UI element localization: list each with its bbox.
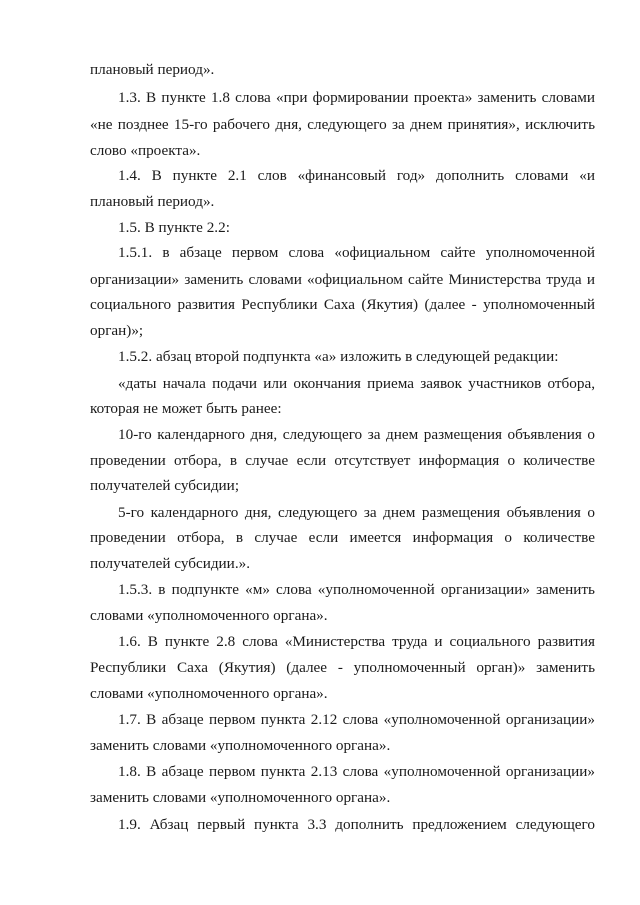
text-line: слово «проекта». bbox=[90, 142, 201, 159]
text-line: 1.9. Абзац первый пункта 3.3 дополнить предложением следующего bbox=[118, 816, 595, 833]
text-line: 10-го календарного дня, следующего за днем размещения объявления о bbox=[118, 426, 595, 443]
text-line: 1.5. В пункте 2.2: bbox=[118, 219, 230, 236]
text-line: Республики Саха (Якутия) (далее - уполномоченный орган)» заменить bbox=[90, 659, 595, 676]
text-line: «не позднее 15-го рабочего дня, следующего за днем принятия», исключить bbox=[90, 116, 595, 133]
text-line: орган)»; bbox=[90, 322, 144, 339]
text-line: 1.5.3. в подпункте «м» слова «уполномоченной организации» заменить bbox=[118, 581, 595, 598]
text-line: получателей субсидии; bbox=[90, 477, 240, 494]
text-line: плановый период». bbox=[90, 61, 215, 78]
text-line: организации» заменить словами «официальном сайте Министерства труда и bbox=[90, 271, 595, 288]
text-line: 5-го календарного дня, следующего за днем размещения объявления о bbox=[118, 504, 595, 521]
text-line: «даты начала подачи или окончания приема заявок участников отбора, bbox=[118, 375, 595, 392]
text-line: плановый период». bbox=[90, 193, 215, 210]
text-line: словами «уполномоченного органа». bbox=[90, 685, 328, 702]
text-line: 1.7. В абзаце первом пункта 2.12 слова «уполномоченной организации» bbox=[118, 711, 595, 728]
text-line: 1.8. В абзаце первом пункта 2.13 слова «уполномоченной организации» bbox=[118, 763, 595, 780]
text-line: социального развития Республики Саха (Якутия) (далее - уполномоченный bbox=[90, 296, 595, 313]
text-line: получателей субсидии.». bbox=[90, 555, 251, 572]
text-line: словами «уполномоченного органа». bbox=[90, 607, 328, 624]
text-line: 1.3. В пункте 1.8 слова «при формировании проекта» заменить словами bbox=[118, 89, 595, 106]
text-line: заменить словами «уполномоченного органа». bbox=[90, 789, 391, 806]
text-line: заменить словами «уполномоченного органа». bbox=[90, 737, 391, 754]
text-line: 1.4. В пункте 2.1 слов «финансовый год» дополнить словами «и bbox=[118, 167, 595, 184]
text-line: которая не может быть ранее: bbox=[90, 400, 282, 417]
text-line: 1.5.2. абзац второй подпункта «а» изложить в следующей редакции: bbox=[118, 348, 559, 365]
text-line: 1.6. В пункте 2.8 слова «Министерства труда и социального развития bbox=[118, 633, 595, 650]
text-line: проведении отбора, в случае если имеется информация о количестве bbox=[90, 529, 595, 546]
text-line: 1.5.1. в абзаце первом слова «официальном сайте уполномоченной bbox=[118, 244, 595, 261]
text-line: проведении отбора, в случае если отсутствует информация о количестве bbox=[90, 452, 595, 469]
